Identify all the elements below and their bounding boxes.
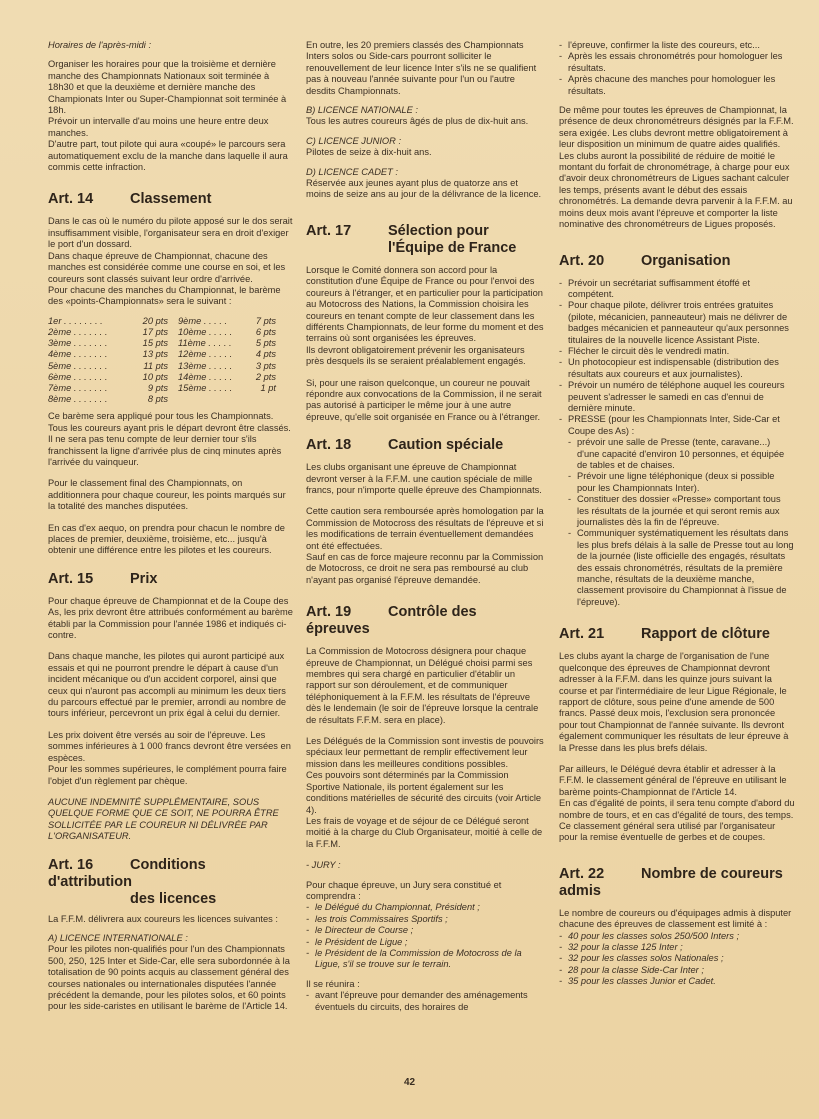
column-1 <box>48 40 293 1021</box>
paragraph: Pour les sommes supérieures, le complément pourra faire l'objet d'un règlement par chèque. <box>48 764 287 786</box>
list-item: - Pour chaque pilote, délivrer trois entrées gratuites (pilote, mécanicien, panneauteur) mais ne délivrer de badges mécanicien et panneauteur qu'aux personnes titulaires de la nouvelle licence Assistant Piste. <box>559 300 795 346</box>
list-item: - le Délégué du Championnat, Président ; <box>306 902 544 913</box>
paragraph: Sauf en cas de force majeure reconnu par la Commission de Motocross, ce droit ne sera pas remboursé au club n'ayant pas organisé l'épreuve demandée. <box>306 552 544 585</box>
table-cell: 14ème . . . . . <box>178 371 233 382</box>
list-item: - 35 pour les classes Junior et Cadet. <box>559 976 795 987</box>
paragraph: Pour chaque épreuve de Championnat et de la Coupe des As, les prix devront être attribués conformément au barème établi par la Commission pour l'année 1986 et indiqués ci-contre. <box>48 595 293 641</box>
article-title: Sélection pour <box>388 222 489 239</box>
table-cell: 11 pts <box>143 360 168 371</box>
list-item: - Flécher le circuit dès le vendredi matin. <box>559 346 795 357</box>
table-cell <box>178 394 240 405</box>
article-14-heading <box>48 191 293 208</box>
paragraph: Ils devront obligatoirement prévenir les organisateurs près desquels ils se seraient préalablement engagés. <box>306 344 526 367</box>
paragraph: Pour chaque épreuve, un Jury sera constitué et comprendra : <box>306 879 502 901</box>
list-item: - le Président de la Commission de Motocross de la Ligue, s'il se trouve sur le terrain. <box>306 948 544 971</box>
table-cell: 4 pts <box>255 349 276 360</box>
article-number: Art. 22 <box>559 865 605 882</box>
list-item: - Constituer des dossier «Presse» comportant tous les résultats de la journée et qui seront remis aux journalistes dès la fin de l'épreuve. <box>559 494 795 528</box>
table-cell: 15 pts <box>142 338 168 349</box>
table-cell: 6ème . . . . . . . <box>48 371 108 382</box>
paragraph: En outre, les 20 premiers classés des Championnats Inters solos ou Side-cars pourront solliciter le renouvellement de leur licence Inter s'ils ne se qualifient pas à nouveau l'année suivante pour l'un ou l'autre desdits Championnats. <box>306 40 537 96</box>
paragraph: Ce barème sera appliqué pour tous les Championnats. Tous les coureurs ayant pris le départ devront être classés. Il ne sera pas tenu compte de leur dernier tour s'ils franchissent la ligne d'arrivée plus de cinq minutes après l'arrivée du vainqueur. <box>48 411 291 467</box>
article-title-line-2: des licences <box>130 890 217 907</box>
organisation-list <box>559 278 795 438</box>
list-item: - 28 pour la classe Side-Car Inter ; <box>559 965 795 976</box>
table-row <box>48 372 276 383</box>
table-row <box>48 338 276 349</box>
article-16-heading <box>48 857 293 908</box>
table-cell: 2 pts <box>255 371 276 382</box>
licence-c-heading: C) LICENCE JUNIOR : <box>306 135 402 146</box>
paragraph: Réservée aux jeunes ayant plus de quatorze ans et moins de seize ans au jour de la délivrance de la licence. <box>306 178 542 200</box>
article-title: Nombre de coureurs admis <box>559 865 783 899</box>
table-cell: 15ème . . . . . <box>178 382 233 393</box>
table-cell <box>240 394 276 405</box>
article-title: Classement <box>130 191 212 208</box>
paragraph: Dans chaque manche, les pilotes qui auront participé aux essais et qui ne pourront prendre le départ à cause d'un incident mécanique ou d'un accident corporel, ainsi que ceux qui n'auront pas accompli au minimum les deux tiers du parcours effectué par le premier, arrondi au nombre de tours inférieur, percevront un prix égal à celui du dernier. <box>48 651 287 719</box>
column-2 <box>306 40 544 1021</box>
paragraph: Si, pour une raison quelconque, un coureur ne pouvait répondre aux convocations de la Commission, il ne serait pas autorisé à participer le même jour à une autre épreuve, qu'elle soit organisée en France ou à l'étranger. <box>306 377 542 422</box>
table-cell: 8 pts <box>147 394 168 405</box>
table-cell: 7ème . . . . . . . <box>48 382 108 393</box>
list-item: - le Directeur de Course ; <box>306 925 544 936</box>
table-cell: 13 pts <box>142 349 168 360</box>
table-cell: 3 pts <box>255 360 276 371</box>
paragraph: Les frais de voyage et de séjour de ce Délégué seront moitié à la charge du Club Organisateur, moitié à celle de la F.F.M. <box>306 815 543 849</box>
paragraph: Prévoir un intervalle d'au moins une heure entre deux manches. <box>48 116 269 138</box>
article-18-heading <box>306 437 544 454</box>
article-number: Art. 17 <box>306 222 352 239</box>
paragraph: D'autre part, tout pilote qui aura «coupé» le parcours sera automatiquement exclu de la manche dans laquelle il aura commis cette infraction. <box>48 139 288 173</box>
list-item: - 32 pour les classes solos Nationales ; <box>559 953 795 964</box>
article-17-heading <box>306 223 544 257</box>
list-item: - prévoir une salle de Presse (tente, caravane...) d'une capacité d'environ 10 personnes, et équipée de tables et de chaises. <box>559 437 795 471</box>
paragraph: Pilotes de seize à dix-huit ans. <box>306 147 432 158</box>
article-19-heading <box>306 604 544 638</box>
table-cell: 13ème . . . . . <box>178 360 233 371</box>
paragraph: Les clubs auront la possibilité de réduire de moitié le montant du forfait de chronométrage, à charge pour eux d'avoir deux chronométreurs de Ligues sachant calculer les temps, présents avant le début des essais chronométrés. La demande devra parvenir à la F.F.M. au moins deux mois avant l'épreuve et comporter la liste nominative des chronométreurs de Ligues proposés. <box>559 150 793 230</box>
list-item: - Prévoir un secrétariat suffisamment étoffé et compétent. <box>559 278 795 301</box>
list-item: - Communiquer systématiquement les résultats dans les plus brefs délais à la salle de Presse tout au long de la journée (liste officielle des engagés, résultats des essais chronométrés, résultats de la première manche, résultats de la deuxième manche, classement provisoire du Championnat à l'issue de l'épreuve). <box>559 528 795 608</box>
article-21-heading <box>559 626 795 643</box>
paragraph: Il se réunira : <box>306 978 360 989</box>
article-number: Art. 18 <box>306 437 352 454</box>
table-cell: 3ème . . . . . . . <box>48 338 108 349</box>
table-row <box>48 383 276 394</box>
table-cell: 7 pts <box>255 315 276 326</box>
licence-d-heading: D) LICENCE CADET : <box>306 166 398 177</box>
paragraph: Cette caution sera remboursée après homologation par la Commission de Motocross des résultats de l'épreuve et si les modifications de terrain éventuellement demandées ont été effectuées. <box>306 506 544 551</box>
jury-list <box>306 902 544 970</box>
list-item: - Après les essais chronométrés pour homologuer les résultats. <box>559 51 795 74</box>
table-cell: 5 pts <box>255 338 276 349</box>
paragraph: Tous les autres coureurs âgés de plus de dix-huit ans. <box>306 116 529 127</box>
presse-list <box>559 437 795 608</box>
table-cell: 10ème . . . . . <box>178 326 233 337</box>
table-row <box>48 316 276 327</box>
table-cell: 8ème . . . . . . . <box>48 394 108 405</box>
article-title: Organisation <box>641 252 731 269</box>
paragraph: Pour les pilotes non-qualifiés pour l'un des Championnats 500, 250, 125 Inter et Side-Car, elle sera subordonnée à la totalisation de 90 points acquis au classement général des courses nationales ou internationales disputées l'année précédent la demande, pour les pilotes solos, et 60 points pour les side-caristes en utilisant le barème de l'Article 14. <box>48 944 290 1012</box>
paragraph: La F.F.M. délivrera aux coureurs les licences suivantes : <box>48 913 278 924</box>
page-number: 42 <box>403 1077 416 1088</box>
list-item: - avant l'épreuve pour demander des aménagements éventuels du circuits, des horaires de <box>306 990 544 1013</box>
table-cell: 20 pts <box>142 315 168 326</box>
paragraph: Les clubs ayant la charge de l'organisation de l'une quelconque des épreuves de Championnat devront adresser à la F.F.M. dans les quinze jours suivant la course et par l'intermédiaire de leur Ligue Régionale, le rapport de clôture, sous peine d'une amende de 500 francs. Passé deux mois, l'exclusion sera prononcée pour tout Championnat de l'année suivante. Ils devront également communiquer les résultats de leur épreuve à la Presse dans les plus brefs délais. <box>559 651 789 753</box>
table-row <box>48 361 276 372</box>
article-number: Art. 14 <box>48 191 94 208</box>
paragraph: Pour chacune des manches du Championnat, le barème des «points-Championnats» sera le suivant : <box>48 284 281 307</box>
table-cell: 2ème . . . . . . . <box>48 326 108 337</box>
list-item: - les trois Commissaires Sportifs ; <box>306 914 544 925</box>
table-cell: 17 pts <box>142 326 168 337</box>
table-cell: 1 pt <box>260 382 276 393</box>
caps-notice: AUCUNE INDEMNITÉ SUPPLÉMENTAIRE, SOUS QUELQUE FORME QUE CE SOIT, NE POURRA ÊTRE SOLLICITÉE PAR LE COUREUR NI DÉLIVRÉE PAR L'ORGANISATEUR. <box>48 796 279 842</box>
table-row <box>48 327 276 338</box>
paragraph: Dans chaque épreuve de Championnat, chacune des manches est considérée comme une course en soi, et les coureurs sont classés suivant leur ordre d'arrivée. <box>48 250 286 284</box>
article-number: Art. 16 <box>48 856 94 873</box>
table-cell: 5ème . . . . . . . <box>48 360 108 371</box>
paragraph: Ce classement général sera utilisé par l'organisateur pour la remise éventuelle de gerbes et de coupes. <box>559 820 776 843</box>
table-cell: 12ème . . . . . <box>178 349 233 360</box>
article-15-heading <box>48 571 293 588</box>
paragraph: Dans le cas où le numéro du pilote apposé sur le dos serait insuffisamment visible, l'organisateur sera en droit d'exiger le port d'un dossard. <box>48 216 293 250</box>
paragraph: Les clubs organisant une épreuve de Championnat devront verser à la F.F.M. une caution spéciale de mille francs, pour n'importe quelle épreuve des Championnats. <box>306 462 542 495</box>
article-number: Art. 19 <box>306 604 352 621</box>
table-cell: 10 pts <box>142 371 168 382</box>
licence-a-heading: A) LICENCE INTERNATIONALE : <box>48 932 188 943</box>
list-item: - Un photocopieur est indispensable (distribution des résultats aux coureurs et aux journalistes). <box>559 357 795 380</box>
article-title: Rapport de clôture <box>641 626 770 643</box>
jury-heading: - JURY : <box>306 860 341 871</box>
table-cell: 1er . . . . . . . . <box>48 315 103 326</box>
table-cell: 6 pts <box>255 326 276 337</box>
article-title: Caution spéciale <box>388 437 504 454</box>
article-title: Conditions d'attribution <box>48 856 206 890</box>
paragraph: En cas d'ex aequo, on prendra pour chacun le nombre de places de premier, deuxième, troisième, etc... jusqu'à obtenir une différence entre les pilotes et les coureurs. <box>48 522 285 556</box>
jury-list-2 <box>306 990 544 1013</box>
table-cell: 4ème . . . . . . . <box>48 349 108 360</box>
article-title: Contrôle des épreuves <box>306 604 477 638</box>
coureurs-admis-list <box>559 931 795 988</box>
table-row <box>48 349 276 360</box>
horaires-heading: Horaires de l'après-midi : <box>48 40 152 50</box>
paragraph: Le nombre de coureurs ou d'équipages admis à disputer chacune des épreuves de classement est limité à : <box>559 907 792 930</box>
list-item: - PRESSE (pour les Championnats Inter, Side-Car et Coupe des As) : <box>559 414 795 437</box>
column-3 <box>559 40 795 996</box>
paragraph: En cas d'égalité de points, il sera tenu compte d'abord du nombre de tours, et en cas d'égalité de tours, des temps. <box>559 798 795 820</box>
list-item: - l'épreuve, confirmer la liste des coureurs, etc... <box>559 40 795 51</box>
article-number: Art. 21 <box>559 626 605 643</box>
paragraph: Organiser les horaires pour que la troisième et dernière manche des Championnats Nationaux soit terminée à 18h30 et que la deuxième et dernière manche des Championats Inter ou Super-Championnat soit terminée à 18h. <box>48 59 287 116</box>
licence-b-heading: B) LICENCE NATIONALE : <box>306 105 418 116</box>
list-item: - 32 pour la classe 125 Inter ; <box>559 942 795 953</box>
article-20-heading <box>559 253 795 270</box>
paragraph: Les prix doivent être versés au soir de l'épreuve. Les sommes inférieures à 1 000 francs devront être versées en espèces. <box>48 729 291 763</box>
table-row <box>48 394 276 405</box>
paragraph: De même pour toutes les épreuves de Championnat, la présence de deux chronométreurs désignés par la F.F.M. sera exigée. Les clubs devront mettre obligatoirement à leur disposition un minimum de quatre aides qualifiés. <box>559 105 794 150</box>
paragraph: Pour le classement final des Championnats, on additionnera pour chaque coureur, les points marqués sur la totalité des manches disputées. <box>48 478 286 512</box>
table-cell: 11ème . . . . . <box>178 338 232 349</box>
paragraph: Par ailleurs, le Délégué devra établir et adresser à la F.F.M. le classement général de l'épreuve en utilisant le barème points-Championnat de l'Article 14. <box>559 763 787 797</box>
article-title-line-2: l'Équipe de France <box>388 239 517 256</box>
article-number: Art. 20 <box>559 252 605 269</box>
list-item: - le Président de Ligue ; <box>306 937 544 948</box>
list-item: - Prévoir une ligne téléphonique (deux si possible pour les Championnats Inter). <box>559 471 795 494</box>
list-item: - Prévoir un numéro de téléphone auquel les coureurs peuvent s'adresser le samedi en cas d'ennui de dernière minute. <box>559 380 795 414</box>
paragraph: Lorsque le Comité donnera son accord pour la constitution d'une Équipe de France ou pour l'envoi des coureurs à l'étranger, et en particulier pour la participation au Motocross des Nations, la Commission choisira les coureurs en tenant compte de leur classement dans les différents Championnats, de leur forme du moment et des terrains où sont organisées les épreuves. <box>306 264 544 344</box>
list-item: - Après chacune des manches pour homologuer les résultats. <box>559 74 795 97</box>
points-bareme-table <box>48 316 276 406</box>
table-cell: 9 pts <box>147 382 168 393</box>
article-22-heading <box>559 866 795 900</box>
table-cell: 9ème . . . . . <box>178 315 228 326</box>
article-title: Prix <box>130 570 158 587</box>
list-item: - 40 pour les classes solos 250/500 Inters ; <box>559 931 795 942</box>
paragraph: La Commission de Motocross désignera pour chaque épreuve de Championnat, un Délégué choisi parmi ses membres qui sera chargé en particulier d'établir un rapport sur son déroulement, et de communiquer téléphoniquement à la F.F.M. les résultats de l'épreuve dès le lendemain (le soir de l'épreuve lorsque la centrale de résultats F.F.M. sera en place). <box>306 646 539 725</box>
article-number: Art. 15 <box>48 570 94 587</box>
paragraph: Ces pouvoirs sont déterminés par la Commission Sportive Nationale, ils portent également sur les conditions matérielles de sécurité des circuits (voir Article 4). <box>306 770 542 815</box>
jury-list-continued <box>559 40 795 97</box>
paragraph: Les Délégués de la Commission sont investis de pouvoirs spéciaux leur permettant de remplir effectivement leur mission dans les meilleures conditions possibles. <box>306 736 544 769</box>
